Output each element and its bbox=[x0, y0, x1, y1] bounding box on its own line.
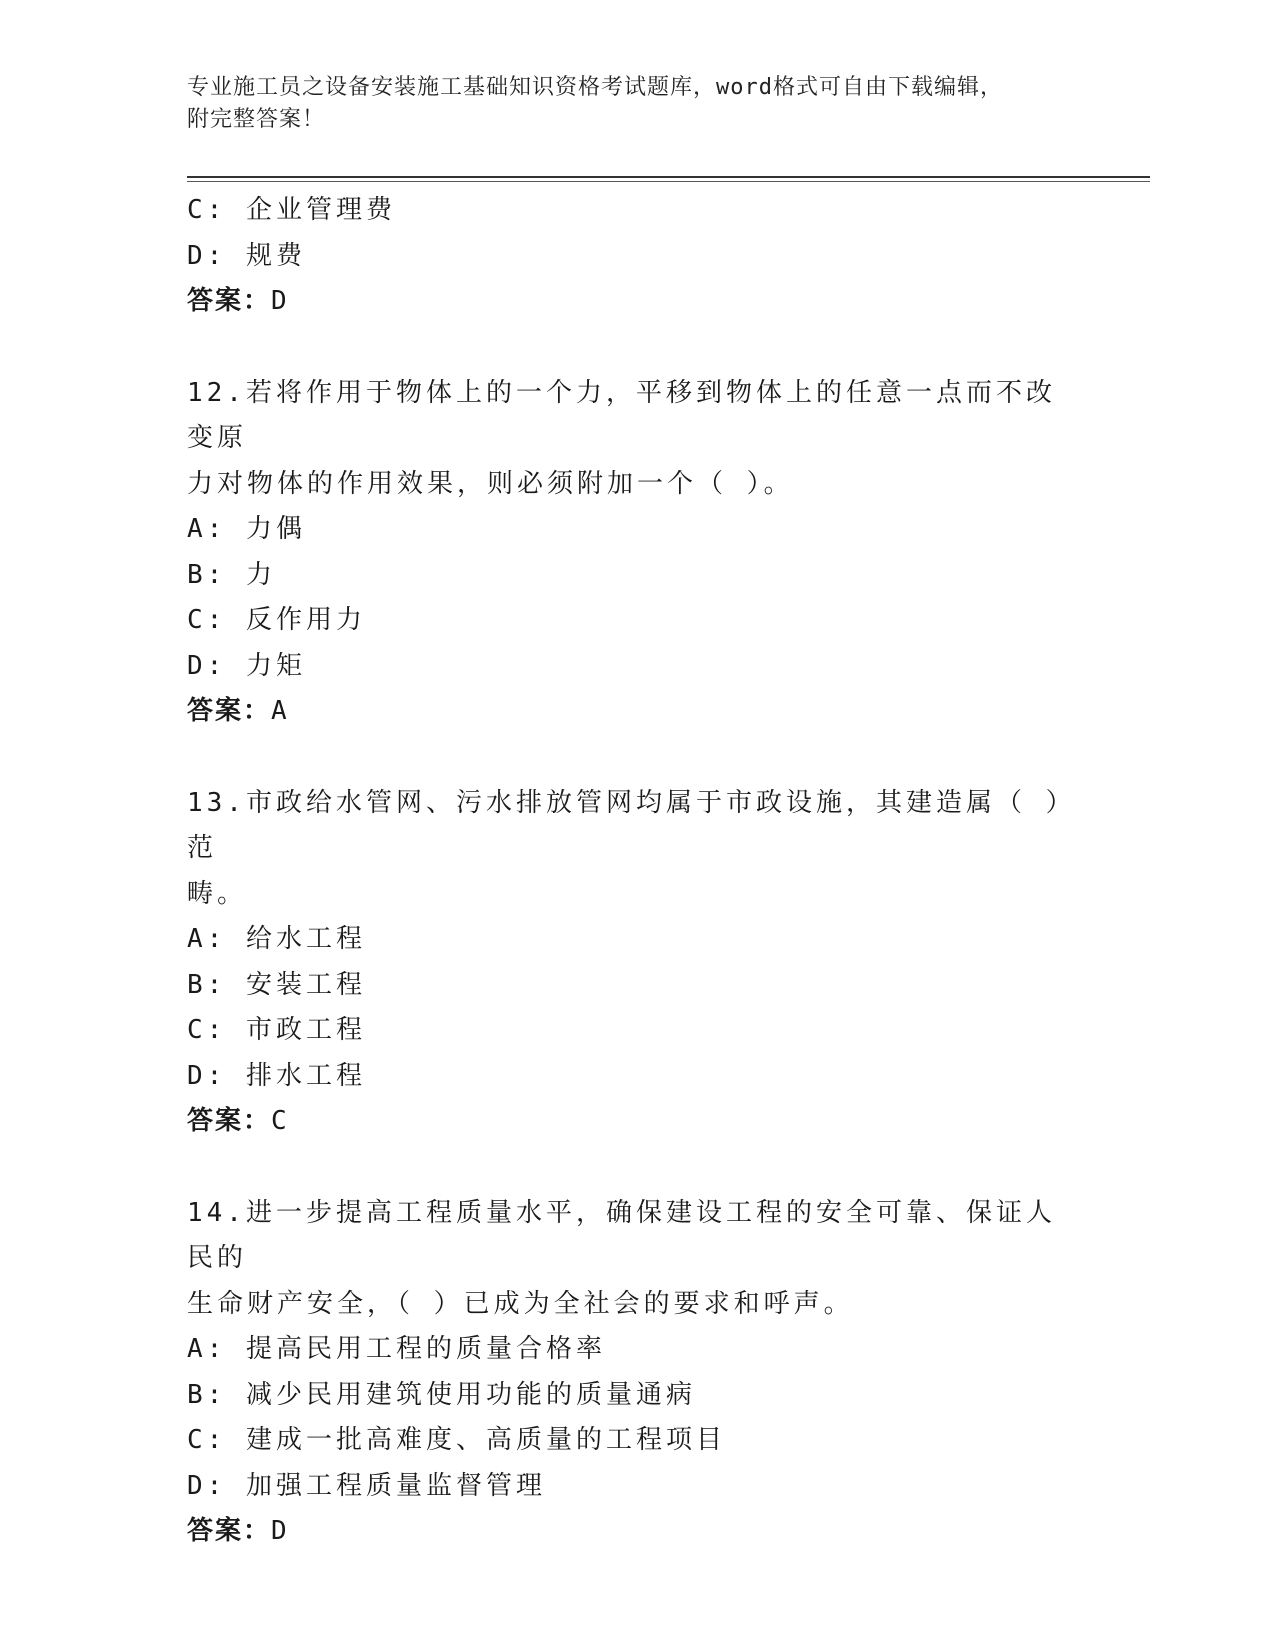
answer-label: 答案： bbox=[187, 286, 272, 316]
option-text: 力偶 bbox=[245, 514, 306, 544]
option-c bbox=[187, 1418, 1087, 1464]
answer-value: A bbox=[271, 696, 288, 726]
option-b bbox=[187, 1373, 1087, 1419]
option-text: 企业管理费 bbox=[245, 195, 396, 225]
option-text: 市政工程 bbox=[245, 1015, 366, 1045]
header-line-1: 专业施工员之设备安装施工基础知识资格考试题库，word格式可自由下载编辑， bbox=[187, 75, 1003, 100]
question-stem-line-2: 力对物体的作用效果，则必须附加一个（ ）。 bbox=[187, 468, 794, 499]
header-divider-thick bbox=[187, 176, 1150, 178]
option-text: 建成一批高难度、高质量的工程项目 bbox=[245, 1425, 726, 1455]
question-stem-line-1: 若将作用于物体上的一个力，平移到物体上的任意一点而不改变原 bbox=[187, 377, 1056, 453]
option-text: 提高民用工程的质量合格率 bbox=[245, 1334, 606, 1364]
option-b bbox=[187, 963, 1087, 1009]
question-11-continued bbox=[187, 188, 1087, 325]
answer-value: D bbox=[271, 286, 288, 316]
question-stem bbox=[187, 781, 1067, 918]
answer-line bbox=[187, 1099, 1087, 1145]
answer-line bbox=[187, 1509, 1087, 1555]
option-text: 给水工程 bbox=[245, 924, 366, 954]
option-b bbox=[187, 553, 1087, 599]
spacer bbox=[187, 735, 1087, 781]
option-letter: A: bbox=[187, 1334, 227, 1364]
option-text: 减少民用建筑使用功能的质量通病 bbox=[245, 1379, 696, 1410]
option-text: 力 bbox=[245, 559, 276, 590]
option-d bbox=[187, 1464, 1087, 1510]
option-c bbox=[187, 188, 1087, 234]
spacer bbox=[187, 325, 1087, 371]
answer-value: D bbox=[271, 1516, 288, 1546]
option-letter: C: bbox=[187, 195, 227, 225]
option-d bbox=[187, 234, 1087, 280]
option-letter: D: bbox=[187, 650, 227, 681]
option-a bbox=[187, 1327, 1087, 1373]
question-stem-line-1: 市政给水管网、污水排放管网均属于市政设施，其建造属（ ）范 bbox=[187, 787, 1063, 863]
answer-label: 答案： bbox=[187, 1106, 272, 1136]
header-line-2: 附完整答案！ bbox=[187, 107, 326, 132]
option-d bbox=[187, 1054, 1087, 1100]
option-letter: B: bbox=[187, 969, 227, 1000]
option-letter: D: bbox=[187, 240, 227, 271]
option-text: 加强工程质量监督管理 bbox=[245, 1470, 546, 1501]
option-letter: B: bbox=[187, 559, 227, 590]
option-a bbox=[187, 917, 1087, 963]
option-a bbox=[187, 507, 1087, 553]
option-letter: A: bbox=[187, 514, 227, 544]
question-stem-line-2: 畴。 bbox=[187, 878, 248, 909]
question-stem-line-1: 进一步提高工程质量水平，确保建设工程的安全可靠、保证人民的 bbox=[187, 1197, 1056, 1273]
question-number: 13. bbox=[187, 787, 246, 818]
option-letter: C: bbox=[187, 1015, 227, 1045]
question-number: 12. bbox=[187, 377, 246, 408]
option-letter: D: bbox=[187, 1060, 227, 1091]
answer-line bbox=[187, 279, 1087, 325]
option-c bbox=[187, 598, 1087, 644]
option-text: 规费 bbox=[245, 240, 306, 271]
header-divider-thin bbox=[187, 181, 1150, 182]
option-letter: D: bbox=[187, 1470, 227, 1501]
option-d bbox=[187, 644, 1087, 690]
option-letter: C: bbox=[187, 605, 227, 635]
option-letter: B: bbox=[187, 1379, 227, 1410]
page-header bbox=[187, 72, 1087, 136]
option-text: 安装工程 bbox=[245, 969, 366, 1000]
option-c bbox=[187, 1008, 1087, 1054]
question-12 bbox=[187, 371, 1087, 735]
answer-value: C bbox=[271, 1106, 288, 1136]
option-letter: C: bbox=[187, 1425, 227, 1455]
question-stem-line-2: 生命财产安全，（ ）已成为全社会的要求和呼声。 bbox=[187, 1288, 854, 1319]
option-text: 反作用力 bbox=[245, 605, 366, 635]
answer-label: 答案： bbox=[187, 696, 272, 726]
question-13 bbox=[187, 781, 1087, 1145]
spacer bbox=[187, 1145, 1087, 1191]
question-list bbox=[187, 188, 1087, 1555]
option-text: 力矩 bbox=[245, 650, 306, 681]
question-stem bbox=[187, 371, 1067, 508]
answer-line bbox=[187, 689, 1087, 735]
option-text: 排水工程 bbox=[245, 1060, 366, 1091]
option-letter: A: bbox=[187, 924, 227, 954]
answer-label: 答案： bbox=[187, 1516, 272, 1546]
question-number: 14. bbox=[187, 1197, 246, 1228]
question-stem bbox=[187, 1191, 1067, 1328]
question-14 bbox=[187, 1191, 1087, 1555]
